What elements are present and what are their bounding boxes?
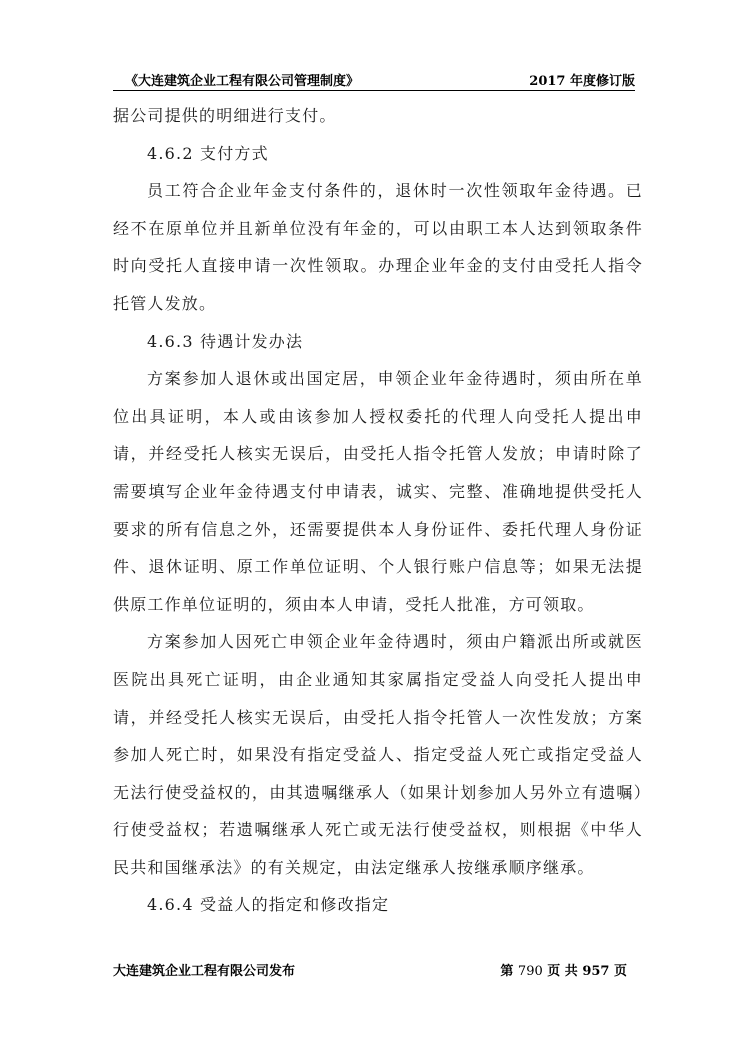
paragraph-continuation: 据公司提供的明细进行支付。 [113,106,337,125]
page-suffix: 页 [609,964,627,979]
total-pages: 957 [582,964,610,979]
header-rule [113,90,635,91]
section-heading-4-6-4: 4.6.4 受益人的指定和修改指定 [147,895,390,915]
page-footer [113,960,635,978]
section-heading-4-6-3: 4.6.3 待遇计发办法 [147,331,304,351]
page-number: 790 [517,964,543,979]
page-header [113,70,635,88]
footer-publisher: 大连建筑企业工程有限公司发布 [113,964,296,979]
header-edition: 2017 年度修订版 [529,74,635,89]
section-heading-4-6-2: 4.6.2 支付方式 [147,143,269,163]
paragraph-death-claim: 方案参加人因死亡申领企业年金待遇时，须由户籍派出所或就医医院出具死亡证明，由企业通知其家属指定受益人向受托人提出申请，并经受托人核实无误后，由受托人指令托管人一次性发放；方案参加人死亡时，如果没有指定受益人、指定受益人死亡或指定受益人无法行使受益权的，由其遗嘱继承人（如果计划参加人另外立有遗嘱）行使受益权；若遗嘱继承人死亡或无法行使受益权，则根据《中华人民共和国继承法》的有关规定，由法定继承人按继承顺序继承。 [113,632,643,877]
page-content [113,97,643,924]
page-prefix: 第 [500,964,518,979]
page-middle: 页 共 [542,964,583,979]
paragraph-payment-method: 员工符合企业年金支付条件的，退休时一次性领取年金待遇。已经不在原单位并且新单位没有年金的，可以由职工本人达到领取条件时向受托人直接申请一次性领取。办理企业年金的支付由受托人指令托管人发放。 [113,181,643,313]
header-title: 《大连建筑企业工程有限公司管理制度》 [125,74,360,89]
page-counter [500,960,627,979]
paragraph-retirement-claim: 方案参加人退休或出国定居，申领企业年金待遇时，须由所在单位出具证明，本人或由该参加人授权委托的代理人向受托人提出申请，并经受托人核实无误后，由受托人指令托管人发放；申请时除了需要填写企业年金待遇支付申请表，诚实、完整、准确地提供受托人要求的所有信息之外，还需要提供本人身份证件、委托代理人身份证件、退休证明、原工作单位证明、个人银行账户信息等；如果无法提供原工作单位证明的，须由本人申请，受托人批准，方可领取。 [113,369,643,614]
